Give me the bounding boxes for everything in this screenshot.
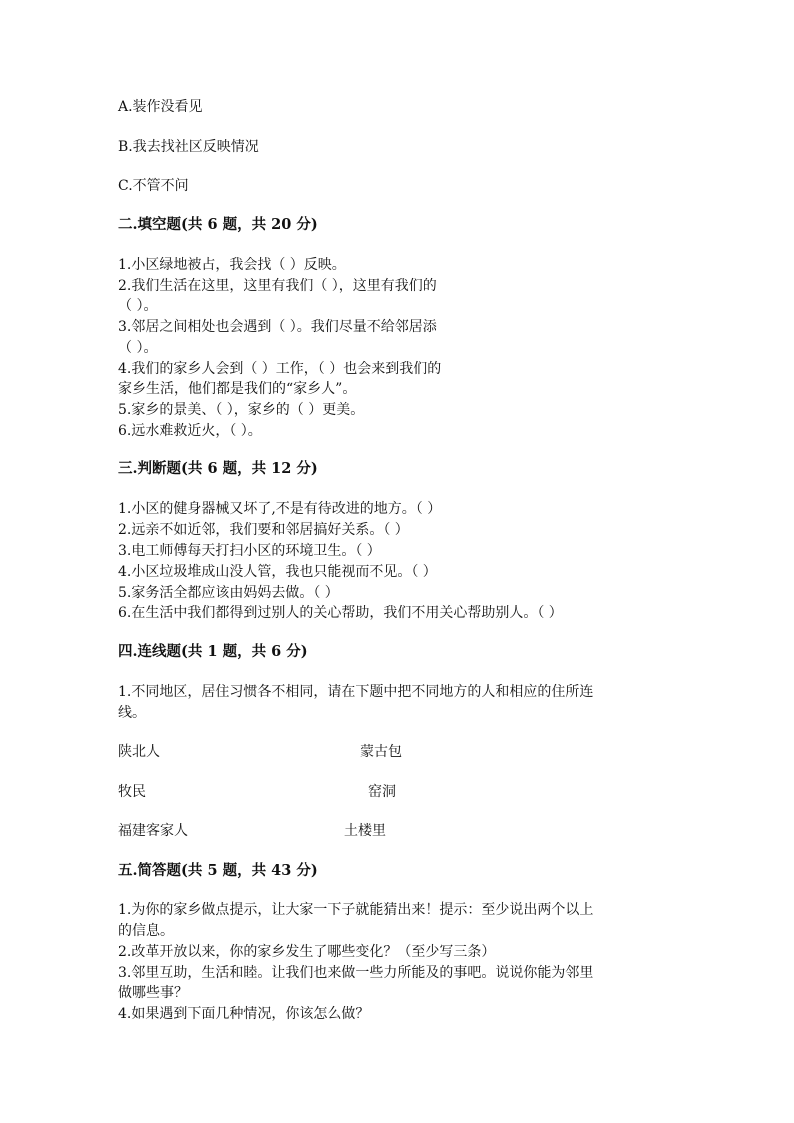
section-heading-fill-blank: 二.填空题(共 6 题，共 20 分)	[118, 216, 318, 233]
true-false-line: 5.家务活全都应该由妈妈去做。（ ）	[118, 585, 339, 601]
fill-blank-line: 2.我们生活在这里，这里有我们（ ），这里有我们的	[118, 278, 437, 294]
option-b: B.我去找社区反映情况	[118, 139, 259, 155]
matching-left-item: 陕北人	[118, 744, 160, 760]
fill-blank-line: 3.邻居之间相处也会遇到（ ）。我们尽量不给邻居添	[118, 319, 437, 335]
option-c: C.不管不问	[118, 178, 189, 194]
matching-left-item: 福建客家人	[118, 823, 188, 839]
fill-blank-line: （ ）。	[118, 340, 158, 356]
section-heading-true-false: 三.判断题(共 6 题，共 12 分)	[118, 460, 318, 477]
fill-blank-line: 6.远水难救近火，（ ）。	[118, 423, 262, 439]
true-false-line: 1.小区的健身器械又坏了,不是有待改进的地方。（ ）	[118, 501, 442, 517]
matching-left-item: 牧民	[118, 784, 146, 800]
fill-blank-line: 4.我们的家乡人会到（ ）工作，（ ）也会来到我们的	[118, 361, 442, 377]
matching-question-line: 线。	[118, 705, 146, 721]
short-answer-line: 做哪些事？	[118, 985, 188, 1001]
true-false-line: 2.远亲不如近邻，我们要和邻居搞好关系。（ ）	[118, 522, 409, 538]
true-false-line: 6.在生活中我们都得到过别人的关心帮助，我们不用关心帮助别人。（ ）	[118, 605, 563, 621]
section-heading-matching: 四.连线题(共 1 题，共 6 分)	[118, 643, 308, 660]
true-false-line: 3.电工师傅每天打扫小区的环境卫生。（ ）	[118, 543, 381, 559]
short-answer-line: 4.如果遇到下面几种情况，你该怎么做？	[118, 1006, 370, 1022]
fill-blank-line: （ ）。	[118, 298, 158, 314]
matching-right-item: 窑洞	[368, 784, 396, 800]
fill-blank-line: 1.小区绿地被占，我会找（ ）反映。	[118, 257, 346, 273]
matching-question-line: 1.不同地区，居住习惯各不相同，请在下题中把不同地方的人和相应的住所连	[118, 684, 594, 700]
fill-blank-line: 5.家乡的景美、（ ），家乡的（ ）更美。	[118, 402, 365, 418]
fill-blank-line: 家乡生活，他们都是我们的“家乡人”。	[118, 381, 357, 397]
short-answer-line: 1.为你的家乡做点提示，让大家一下子就能猜出来！提示：至少说出两个以上	[118, 902, 594, 918]
option-a: A.装作没看见	[118, 99, 203, 115]
section-heading-short-answer: 五.简答题(共 5 题，共 43 分)	[118, 862, 318, 879]
matching-right-item: 土楼里	[344, 823, 386, 839]
short-answer-line: 的信息。	[118, 923, 174, 939]
true-false-line: 4.小区垃圾堆成山没人管，我也只能视而不见。（ ）	[118, 564, 437, 580]
matching-right-item: 蒙古包	[360, 744, 402, 760]
short-answer-line: 2.改革开放以来，你的家乡发生了哪些变化？（至少写三条）	[118, 944, 496, 960]
short-answer-line: 3.邻里互助，生活和睦。让我们也来做一些力所能及的事吧。说说你能为邻里	[118, 965, 594, 981]
